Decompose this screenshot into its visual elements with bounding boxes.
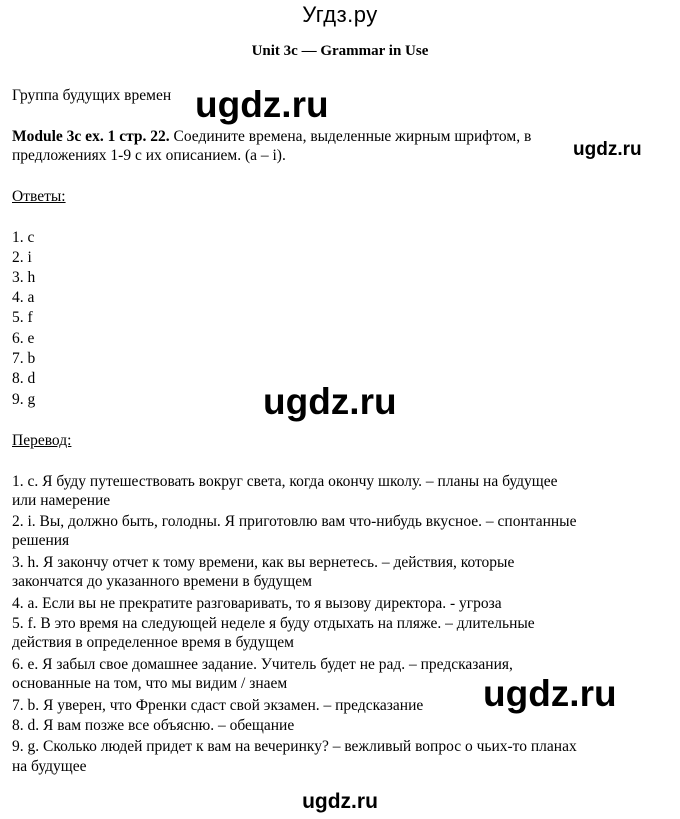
translation-line: закончатся до указанного времени в будущем (12, 573, 312, 590)
task-text-1: Соедините времена, выделенные жирным шрифтом, в (169, 128, 532, 145)
translation-line: 7. b. Я уверен, что Френки сдаст свой экзамен. – предсказание (12, 697, 424, 714)
translation-line: 5. f. В это время на следующей неделе я буду отдыхать на пляже. – длительные (12, 615, 535, 632)
translation-line: 6. e. Я забыл свое домашнее задание. Учитель будет не рад. – предсказания, (12, 656, 513, 673)
answer-item: 4. a (12, 289, 35, 306)
translation-heading: Перевод: (12, 432, 72, 449)
translation-line: 9. g. Сколько людей придет к вам на вечеринку? – вежливый вопрос о чьих-то планах (12, 738, 577, 755)
footer-watermark: ugdz.ru (302, 790, 378, 813)
group-title: Группа будущих времен (12, 87, 172, 104)
watermark: ugdz.ru (483, 673, 617, 714)
translation-line: или намерение (12, 492, 111, 509)
answers-heading: Ответы: (12, 188, 66, 205)
translation-line: 1. c. Я буду путешествовать вокруг света, когда окончу школу. – планы на будущее (12, 473, 558, 490)
translation-line: 4. a. Если вы не прекратите разговаривать, то я вызову директора. - угроза (12, 595, 502, 612)
answer-item: 1. c (12, 229, 35, 246)
translation-line: 3. h. Я закончу отчет к тому времени, как вы вернетесь. – действия, которые (12, 554, 515, 571)
answer-item: 8. d (12, 370, 36, 387)
task-line-2: предложениях 1-9 с их описанием. (a – i). (12, 147, 286, 164)
answer-item: 5. f (12, 309, 33, 326)
answer-item: 9. g (12, 391, 36, 408)
task-ref: Module 3c ex. 1 стр. 22. (12, 128, 170, 145)
translation-line: основанные на том, что мы видим / знаем (12, 675, 288, 692)
answer-item: 6. e (12, 330, 35, 347)
site-header: Угдз.ру (302, 2, 378, 27)
unit-title: Unit 3c — Grammar in Use (251, 43, 429, 59)
answer-item: 7. b (12, 350, 36, 367)
watermark: ugdz.ru (573, 139, 642, 160)
answer-item: 3. h (12, 269, 36, 286)
translation-line: 8. d. Я вам позже все объясню. – обещание (12, 717, 295, 734)
watermark: ugdz.ru (195, 84, 329, 125)
translation-line: действия в определенное время в будущем (12, 634, 294, 651)
translation-line: 2. i. Вы, должно быть, голодны. Я приготовлю вам что-нибудь вкусное. – спонтанные (12, 513, 577, 530)
translation-line: на будущее (12, 758, 87, 775)
answer-item: 2. i (12, 249, 32, 266)
translation-line: решения (12, 532, 70, 549)
watermark: ugdz.ru (263, 381, 397, 422)
